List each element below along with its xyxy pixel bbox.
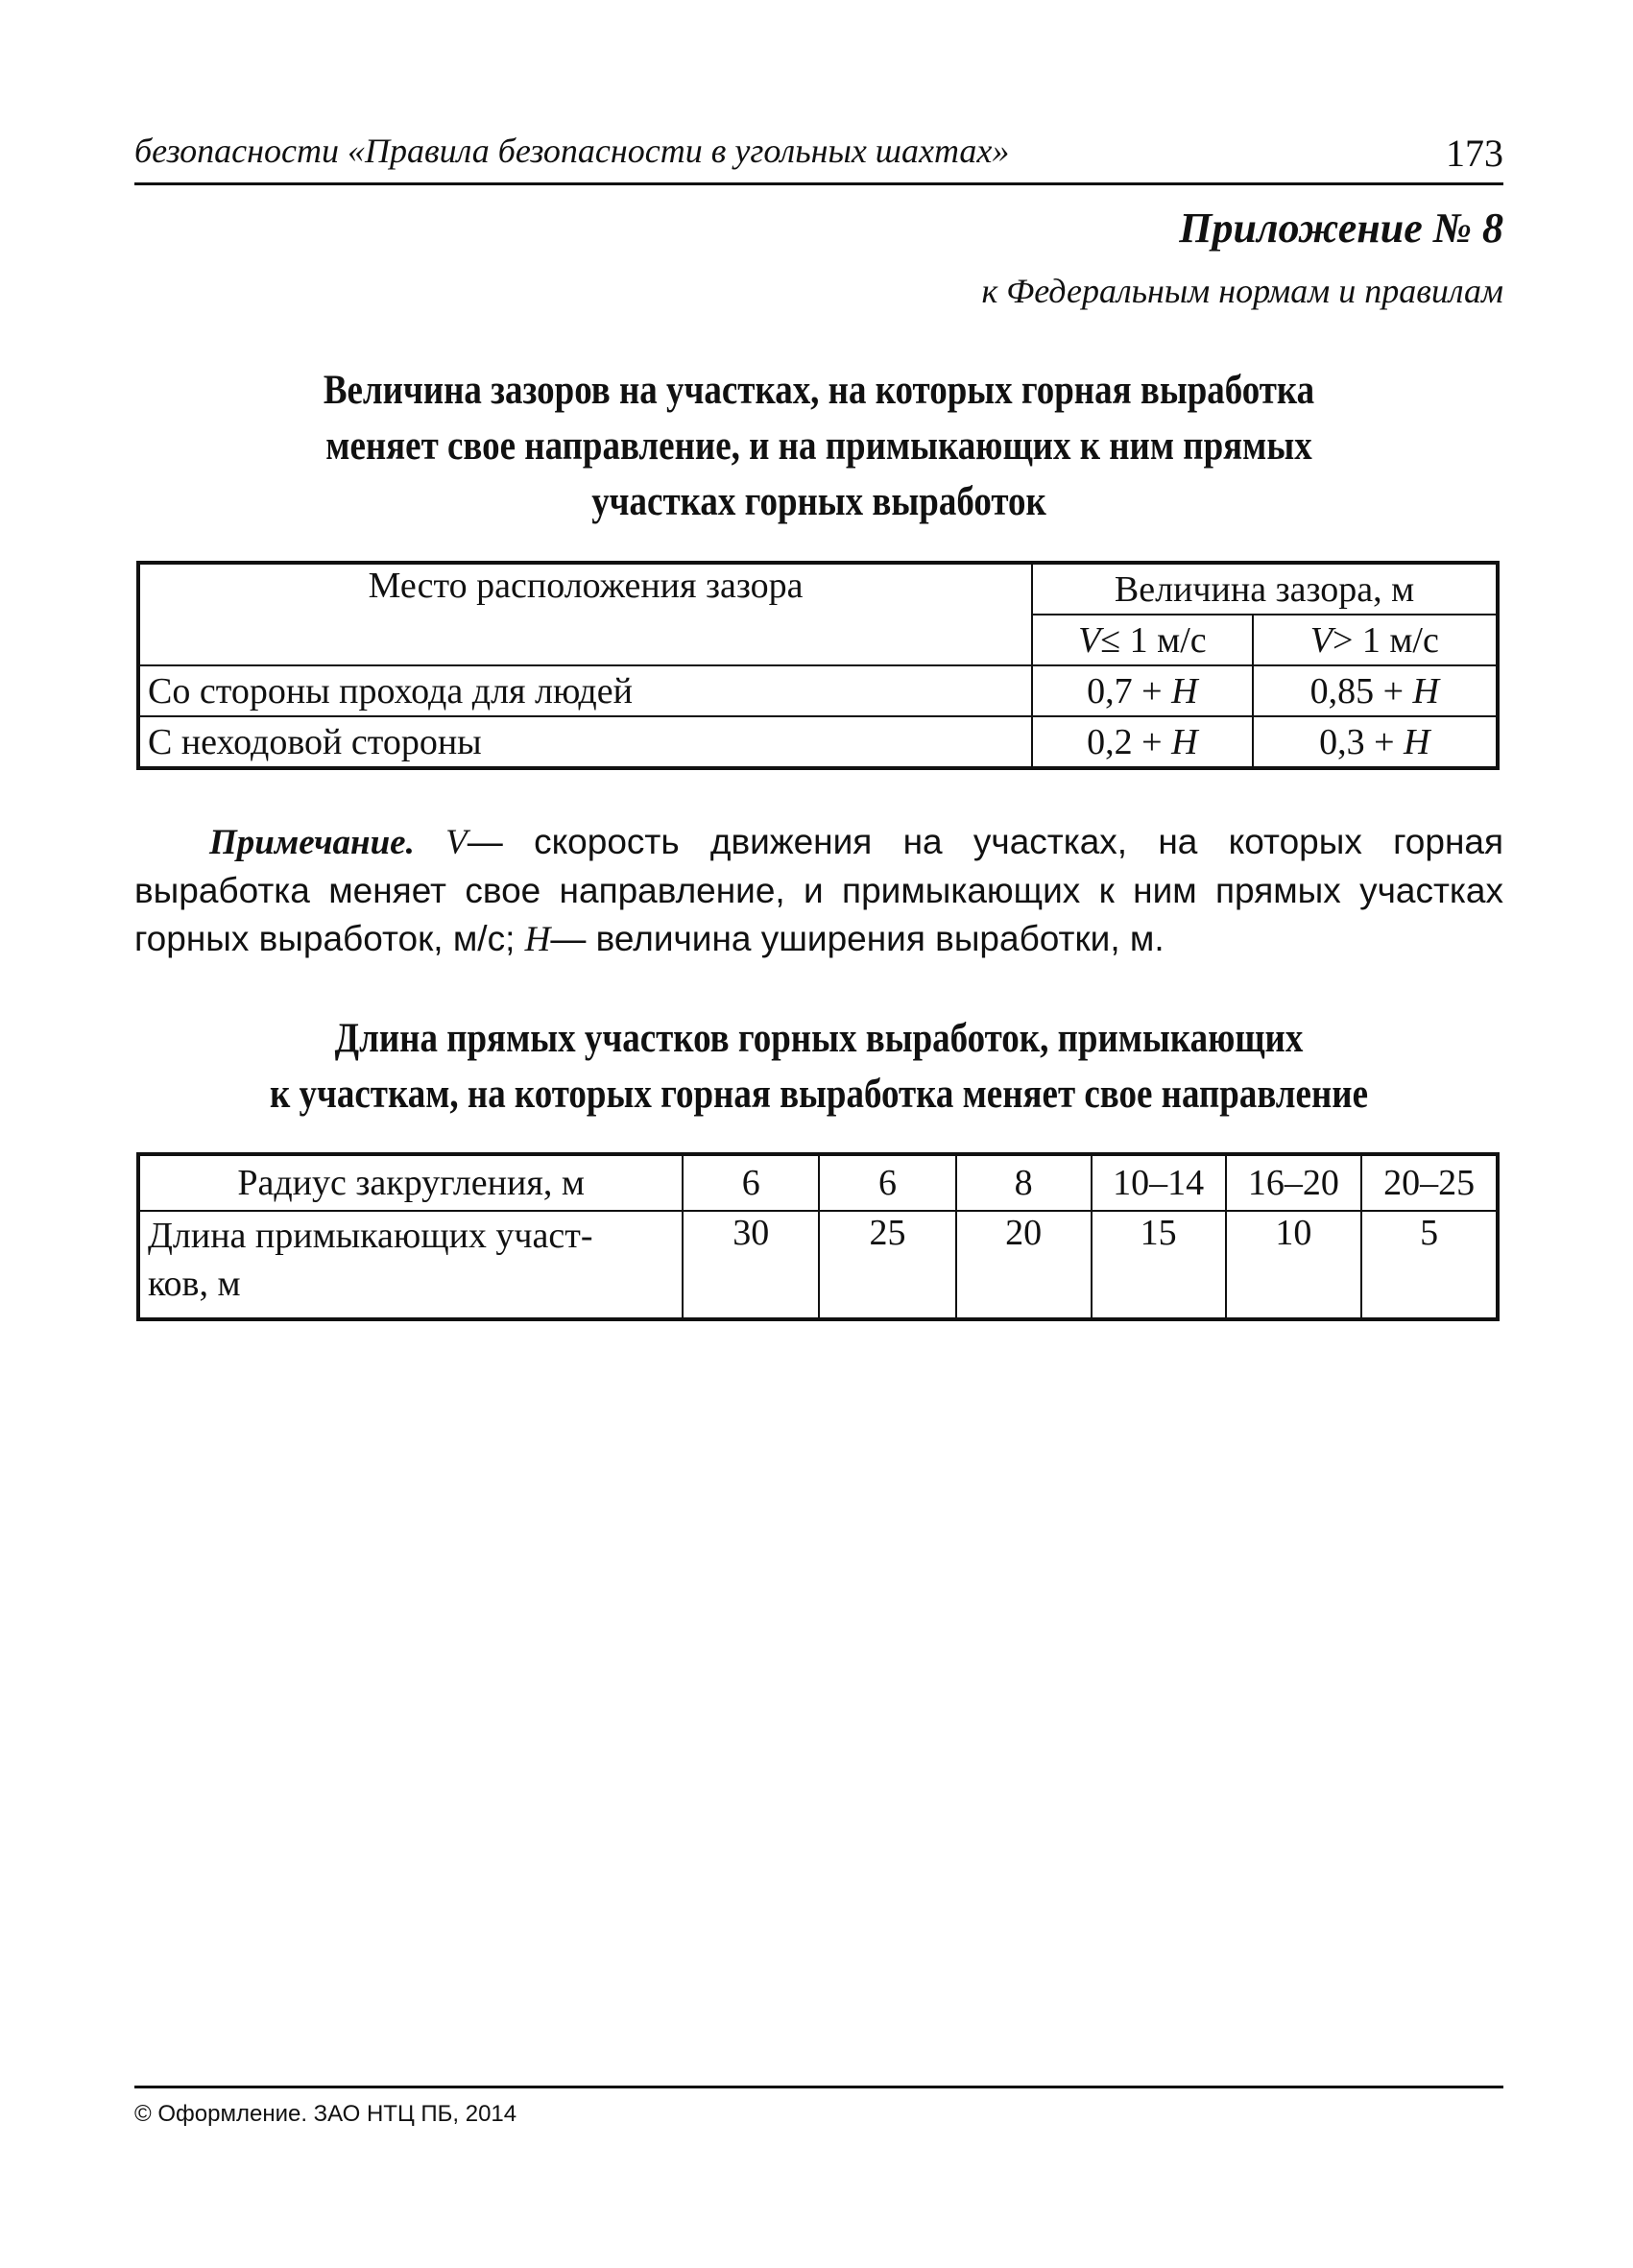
heading-line: участках горных выработок bbox=[591, 479, 1046, 524]
cell-place: С неходовой стороны bbox=[138, 716, 1032, 768]
page-number: 173 bbox=[1446, 132, 1503, 175]
cell-radius: 16–20 bbox=[1226, 1154, 1362, 1211]
cell-length: 15 bbox=[1092, 1211, 1226, 1319]
heading-line: Величина зазоров на участках, на которых горная выработка bbox=[323, 368, 1315, 413]
running-title: безопасности «Правила безопасности в угольных шахтах» bbox=[134, 132, 1010, 170]
section1-heading bbox=[230, 363, 1407, 530]
footer-divider bbox=[134, 2086, 1503, 2088]
table-row bbox=[138, 665, 1498, 716]
appendix-subtitle: к Федеральным нормам и правилам bbox=[981, 272, 1503, 310]
cell-radius: 8 bbox=[956, 1154, 1092, 1211]
cell-radius: 10–14 bbox=[1092, 1154, 1226, 1211]
cell-v-le-1: 0,7 + H bbox=[1032, 665, 1253, 716]
subheader-v-gt-1: V> 1 м/с bbox=[1253, 615, 1498, 665]
table-header-row bbox=[138, 563, 1498, 615]
column-header-place: Место расположения зазора bbox=[138, 563, 1032, 665]
note-text-1: — скорость движения на участках, на которых горная выработка меняет свое направление, и примыкающих к ним прямых участках горных выработок, м/с; bbox=[134, 822, 1504, 958]
appendix-title: Приложение № 8 bbox=[1179, 205, 1503, 252]
cell-radius: 6 bbox=[819, 1154, 955, 1211]
note-h-symbol: H bbox=[524, 920, 551, 959]
note-v-symbol: V bbox=[445, 823, 468, 862]
section2-heading bbox=[230, 1011, 1407, 1122]
row-label-length bbox=[138, 1211, 683, 1319]
cell-v-le-1: 0,2 + H bbox=[1032, 716, 1253, 768]
cell-v-gt-1: 0,85 + H bbox=[1253, 665, 1498, 716]
cell-radius: 20–25 bbox=[1361, 1154, 1498, 1211]
row-label-length-line2: ков, м bbox=[148, 1264, 241, 1304]
table-row bbox=[138, 1211, 1498, 1319]
cell-radius: 6 bbox=[683, 1154, 819, 1211]
cell-v-gt-1: 0,3 + H bbox=[1253, 716, 1498, 768]
cell-length: 30 bbox=[683, 1211, 819, 1319]
heading-line: к участкам, на которых горная выработка меняет свое направление bbox=[270, 1072, 1368, 1117]
cell-length: 5 bbox=[1361, 1211, 1498, 1319]
cell-place: Со стороны прохода для людей bbox=[138, 665, 1032, 716]
column-header-gap: Величина зазора, м bbox=[1032, 563, 1498, 615]
cell-length: 20 bbox=[956, 1211, 1092, 1319]
table-note bbox=[134, 818, 1503, 964]
subheader-v-le-1: V≤ 1 м/с bbox=[1032, 615, 1253, 665]
gap-table bbox=[136, 561, 1500, 770]
heading-line: меняет свое направление, и на примыкающих к ним прямых bbox=[325, 423, 1312, 469]
row-label-length-line1: Длина примыкающих участ- bbox=[148, 1216, 593, 1256]
table-row bbox=[138, 1154, 1498, 1211]
table-row bbox=[138, 716, 1498, 768]
cell-length: 25 bbox=[819, 1211, 955, 1319]
cell-length: 10 bbox=[1226, 1211, 1362, 1319]
row-label-radius: Радиус закругления, м bbox=[138, 1154, 683, 1211]
length-table bbox=[136, 1152, 1500, 1321]
heading-line: Длина прямых участков горных выработок, примыкающих bbox=[334, 1016, 1304, 1061]
note-label: Примечание. bbox=[209, 823, 415, 862]
running-header bbox=[134, 123, 1503, 185]
footer-copyright: © Оформление. ЗАО НТЦ ПБ, 2014 bbox=[134, 2101, 517, 2127]
note-text-2: — величина уширения выработки, м. bbox=[550, 919, 1165, 958]
